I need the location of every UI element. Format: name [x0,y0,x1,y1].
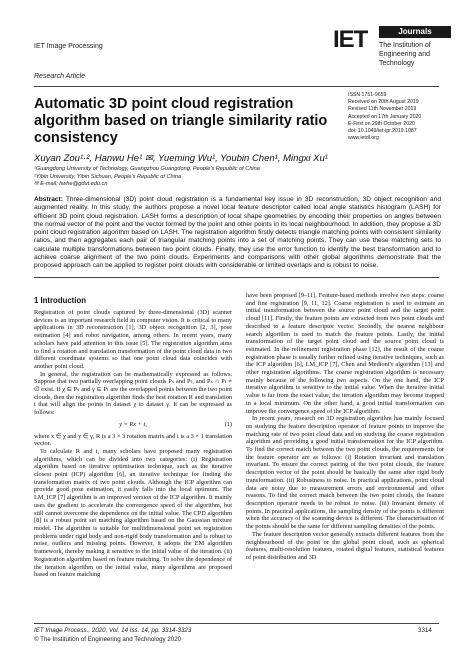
paragraph: where x ∈ χ and y ∈ γ, R is a 3 × 3 rotation matrix and t is a 3 × 1 translation vector. [34,432,232,448]
equation-1 [34,421,232,429]
article-type: Research Article [34,73,86,80]
logo-mark: IET [333,26,368,53]
meta-doi[interactable]: doi: 10.1049/iet-ipr.2019.1087 [348,128,417,135]
affiliation-2: ²Yibin University, Yibin Sichuan, People's Republic of China [34,173,182,180]
meta-website[interactable]: www.ietdl.org [348,135,379,142]
author-list: Xuyan Zou¹·², Hanwu He¹ ✉, Yueming Wu¹, Youbin Chen¹, Mingxi Xu¹ [34,153,328,164]
paragraph: Registration of point clouds captured by three-dimensional (3D) scanner devices is an important research field in computer vision. It is critical to many applications in 3D reconstruction [1], 3D object recognition [2, 3], pose estimation [4] and robot navigation, among others. In recent years, many scholars have paid attention to this issue [5]. The registration algorithm aims to find a rotation and translation transformation of the point cloud data in two different coordinate systems so that one point cloud data coincides with another point cloud. [34,309,232,370]
meta-efirst: E-First on 29th October 2020 [348,120,415,127]
footer-copyright: © The Institution of Engineering and Technology 2020 [34,636,182,643]
publication-metadata [348,92,458,142]
left-column [34,296,232,579]
footer-citation: IET Image Process., 2020, Vol. 14 Iss. 14, pp. 3314-3323 [34,627,192,634]
abstract-divider [34,277,439,278]
paragraph: The feature description vector generally extracts different features from the neighbourhood of the point or the global point cloud, such as spherical features, multi-resolution features, rotated digital features, statistical features of point distribution and 3D [246,530,444,561]
paragraph: have been proposed [9–11]. Feature-based methods involve two steps: coarse and fine registration [9, 11, 12]. Coarse registration is used to estimate an initial transformation between the source point cloud and the target point cloud [11]. Firstly, the feature points are extracted from two point clouds and described to a feature descriptor vector. Secondly, the nearest neighbour search algorithm is used to match the feature points. Lastly, the initial transformation of the target point cloud and the source point cloud is estimated. In the refinement registration phase [12], the result of the coarse registration phase is usually further refined using iterative techniques, such as the ICP algorithm [6], LM_ICP [7], Chen and Medioni's algorithm [13] and other registration algorithms. The coarse registration algorithm is necessary mainly because of the following two aspects. On the one hand, the ICP iterative algorithm is sensitive to the initial value. When the iterative initial value is far from the exact value, the iteration algorithm may become trapped in a local minimum. On the other hand, a good initial transformation can improve the convergence speed of the ICP algorithm. [246,292,444,415]
paragraph: In general, the registration can be mathematically expressed as follows. Suppose that two partially overlapping point clouds Pₛ and Pₜ, and Pₛ ∩ Pₜ ≠ ∅ exist. If χ ⊆ Pₛ and γ ⊆ Pₜ are the overlapped points between the two point clouds, then the registration algorithm finds the best rotation R and translation t that will align the points in dataset χ to dataset γ. It can be expressed as follows: [34,370,232,417]
page-number: 3314 [418,627,432,634]
meta-received: Received on 20th August 2019 [348,99,419,106]
footer-divider [34,623,439,624]
right-column [246,292,444,562]
iet-journals-logo [333,26,453,66]
equation-number: (1) [224,420,232,428]
equation-text: y = Rx + t, [119,420,147,428]
paragraph: To calculate R and t, many scholars have proposed many registration algorithms, which can be divided into two categories: (i) Registration algorithm based on iterative optimisation technique, such as the iterative closest point (ICP) algorithm [6], an iterative technique for finding the transformation matrix of two point clouds. Although the ICP algorithm can provide good pose estimation, it easily falls into the local optimum. The LM_ICP [7] algorithm is an improved version of the ICP algorithm. It mainly uses the gradient to accelerate the convergence speed of the algorithm, but still cannot overcome the dependence on the initial value. The CPD algorithm [8] is a robust point set matching algorithm based on the Gaussian mixture model. The algorithm is suitable for multidimensional point set registration problems under rigid body and non-rigid body transformation and is robust to noise, outliers and missing points. However, it adopts the EM algorithm framework, thereby making it sensitive to the initial value of the iteration. (ii) Registration algorithm based on feature matching. To solve the dependence of the iteration algorithm on the initial value, many algorithms are proposed based on feature matching [34,447,232,579]
abstract-text: Three-dimensional (3D) point cloud registration is a fundamental key issue in 3D reconstruction, 3D object recognition and augmented reality. In this study, the authors propose a novel local feature descriptor called local angle statistics histogram (LASH) for efficient 3D point cloud registration. LASH forms a description of local shape geometries by encoding their properties on angles between the normal vector of the point and the vector formed by the point and other points in its local neighbourhood. In addition, they propose a 3D point cloud registration algorithm based on LASH. The registration algorithm firstly detects triangle matching points with consistent similarity ratios, and then aggregates each pair of triangular matching points into a set of matching points. They can use these matching sets to calculate multiple transformations between two point clouds. Finally, they use the error function to identify the best transformation and to achieve coarse alignment of the two point clouds. Experiments and comparisons with other global algorithms demonstrate that the proposed approach can be applied to register point clouds with considerable or limited overlaps and is robust to noise. [34,196,441,270]
logo-journals-banner: Journals [379,26,451,38]
meta-revised: Revised 11th November 2019 [348,106,417,113]
affiliation-1: ¹Guangdong University of Technology, Guangzhou Guangdong, People's Republic of China [34,166,260,172]
meta-accepted: Accepted on 17th January 2020 [348,113,422,120]
contact-email[interactable]: ✉ E-mail: hwhe@gdut.edu.cn [34,181,108,188]
journal-name: IET Image Processing [34,43,103,50]
header-divider [34,86,439,87]
paper-title: Automatic 3D point cloud registration algorithm based on triangle similarity ratio consistency [34,96,328,146]
paragraph: In recent years, research on 3D registration algorithm has mainly focused on studying the feature description operator of feature points to improve the matching rate of two point cloud data and on studying the coarse registration algorithm and providing a good initial transformation for the ICP algorithm. To find the correct match between the two point clouds, the requirements for the feature operator are as follows: (i) Rotation invariant and translation invariant. To ensure the correct pairing of the two point clouds, the feature description vector of the point should be basically the same after rigid body transformation. (ii) Robustness to noise. In practical applications, point cloud data are noisy due to measurement errors and environmental and other reasons. To find the correct match between the two point clouds, the feature description operator needs to be robust to noise. (iii) Invariant density of points. In practical applications, the sampling density of the points is different when the accuracy of the scanning device is different. The characterisation of the points should be the same for different sampling densities of the points. [246,415,444,531]
meta-issn: ISSN 1751-9659 [348,92,387,98]
section-heading-introduction: 1 Introduction [34,296,86,305]
abstract [34,196,441,271]
abstract-label: Abstract: [34,196,63,203]
affiliations [34,166,444,189]
logo-institution: The Institution of Engineering and Technology [379,42,431,67]
